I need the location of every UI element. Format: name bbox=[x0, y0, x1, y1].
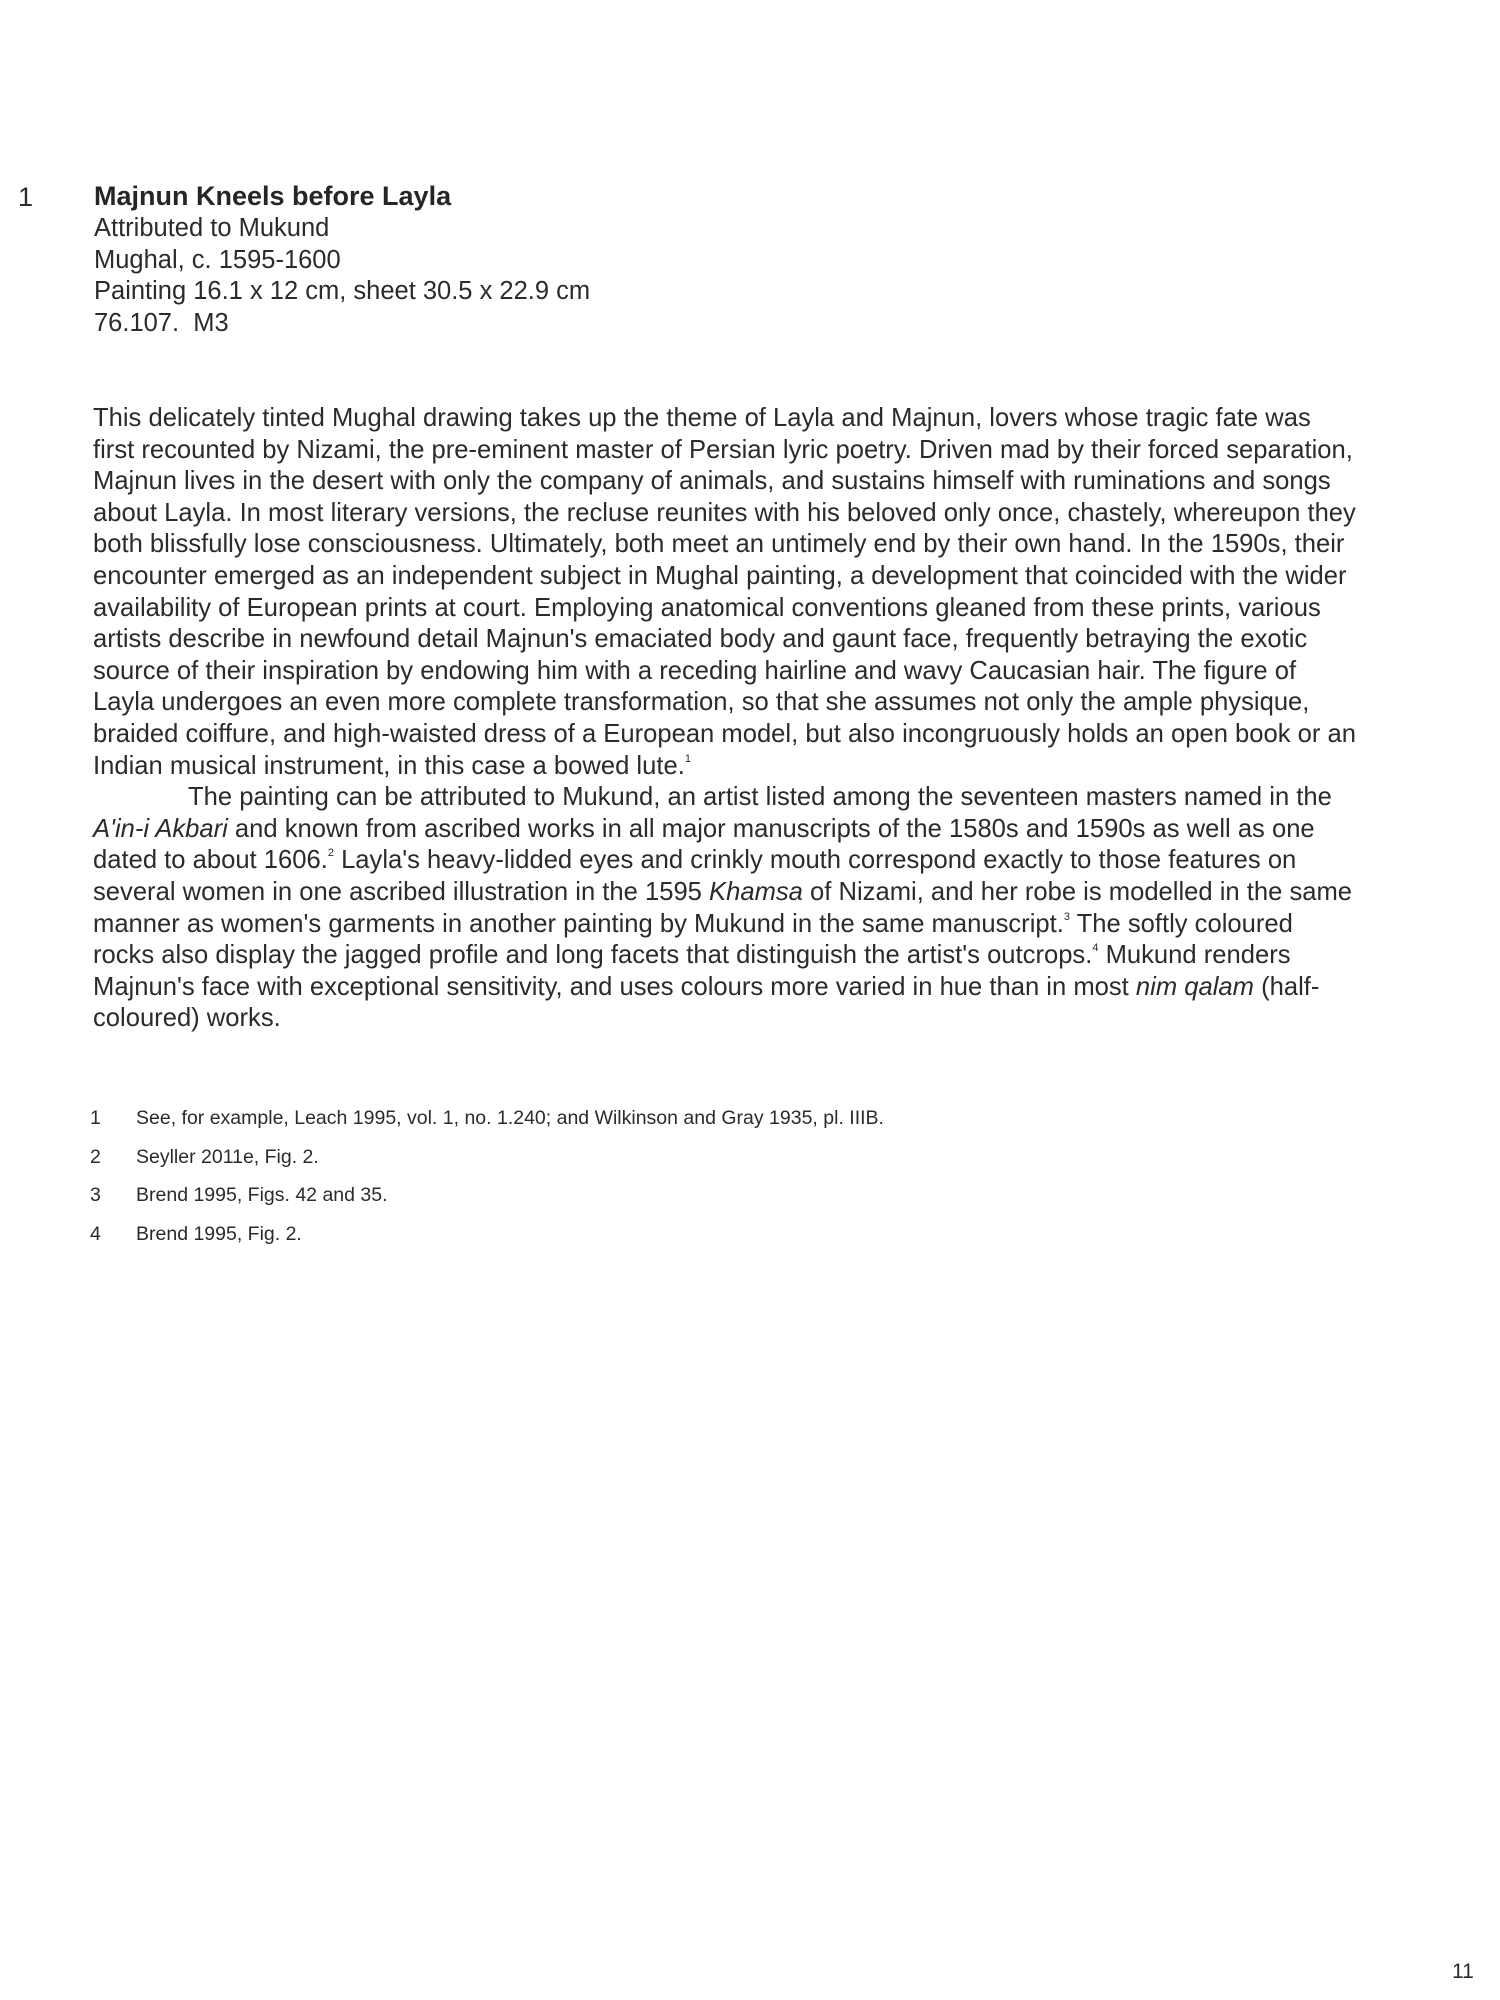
footnote-number: 1 bbox=[90, 1107, 101, 1129]
dimensions: Painting 16.1 x 12 cm, sheet 30.5 x 22.9 cm bbox=[94, 277, 591, 305]
paragraph-2-text-d: of Nizami, and her robe is modelled in the same manner as women's garments in another painting by Mukund in the same manuscript. bbox=[93, 877, 1353, 938]
footnote-ref-3[interactable]: 3 bbox=[1063, 910, 1070, 923]
paragraph-1-text: This delicately tinted Mughal drawing takes up the theme of Layla and Majnun, lovers whose tragic fate was first recounted by Nizami, the pre-eminent master of Persian lyric poetry. Driven mad by their forced separation, Majnun lives in the desert with only the company of animals, and sustains himself with ruminations and songs about Layla. In most literary versions, the recluse reunites with his beloved only once, chastely, whereupon they both blissfully lose consciousness. Ultimately, both meet an untimely end by their own hand. In the 1590s, their encounter emerged as an independent subject in Mughal painting, a development that coincided with the wider availability of European prints at court. Employing anatomical conventions gleaned from these prints, various artists describe in newfound detail Majnun's emaciated body and gaunt face, frequently betraying the exotic source of their inspiration by endowing him with a receding hairline and wavy Caucasian hair. The figure of Layla undergoes an even more complete transformation, so that she assumes not only the ample physique, braided coiffure, and high-waisted dress of a European model, but also incongruously holds an open book or an Indian musical instrument, in this case a bowed lute. bbox=[93, 404, 1356, 780]
footnote-text: Brend 1995, Figs. 42 and 35. bbox=[136, 1184, 388, 1206]
entry-number: 1 bbox=[18, 182, 34, 212]
footnote-1 bbox=[90, 1106, 1190, 1145]
footnote-text: Brend 1995, Fig. 2. bbox=[136, 1222, 302, 1245]
footnote-number: 2 bbox=[90, 1145, 101, 1168]
paragraph-2-text-f: Mukund renders Majnun's face with exceptional sensitivity, and uses colours more varied in hue than in most bbox=[93, 941, 1291, 1001]
term-nim-qalam: nim qalam bbox=[1135, 972, 1254, 1001]
attribution: Attributed to Mukund bbox=[94, 214, 330, 242]
essay-paragraph-1 bbox=[93, 403, 1358, 782]
footnote-ref-2[interactable]: 2 bbox=[327, 847, 334, 860]
paragraph-2-text-c: Layla's heavy-lidded eyes and crinkly mouth correspond exactly to those features on several women in one ascribed illustration in the 1595 bbox=[93, 846, 1297, 906]
page-number: 11 bbox=[1452, 1960, 1474, 1983]
footnote-text: See, for example, Leach 1995, vol. 1, no. 1.240; and Wilkinson and Gray 1935, pl. IIIB. bbox=[136, 1107, 884, 1129]
footnote-ref-4[interactable]: 4 bbox=[1092, 942, 1099, 955]
entry-header bbox=[94, 180, 994, 339]
school-date: Mughal, c. 1595-1600 bbox=[94, 245, 341, 274]
footnote-number: 3 bbox=[90, 1184, 101, 1206]
accession-number: 76.107. M3 bbox=[94, 308, 229, 337]
title-khamsa: Khamsa bbox=[709, 877, 803, 906]
footnote-3 bbox=[90, 1183, 1190, 1222]
footnote-text: Seyller 2011e, Fig. 2. bbox=[136, 1145, 319, 1168]
footnote-2 bbox=[90, 1145, 1190, 1184]
paragraph-2-text-g: (half-coloured) works. bbox=[93, 972, 1320, 1033]
title-ain-i-akbari: A'in-i Akbari bbox=[93, 814, 228, 843]
footnote-number: 4 bbox=[90, 1222, 101, 1245]
paragraph-2-text-e: The softly coloured rocks also display the jagged profile and long facets that distinguish the artist's outcrops. bbox=[93, 909, 1293, 970]
footnote-4 bbox=[90, 1222, 1190, 1261]
paragraph-2-text-a: The painting can be attributed to Mukund, an artist listed among the seventeen masters named in the bbox=[188, 783, 1332, 812]
footnote-ref-1[interactable]: 1 bbox=[684, 752, 691, 765]
entry-title: Majnun Kneels before Layla bbox=[94, 181, 452, 211]
paragraph-2-text-b: and known from ascribed works in all major manuscripts of the 1580s and 1590s as well as one dated to about 1606. bbox=[93, 814, 1315, 875]
entry-essay bbox=[93, 403, 1358, 1035]
footnotes-list bbox=[90, 1106, 1190, 1260]
essay-paragraph-2 bbox=[93, 782, 1358, 1035]
